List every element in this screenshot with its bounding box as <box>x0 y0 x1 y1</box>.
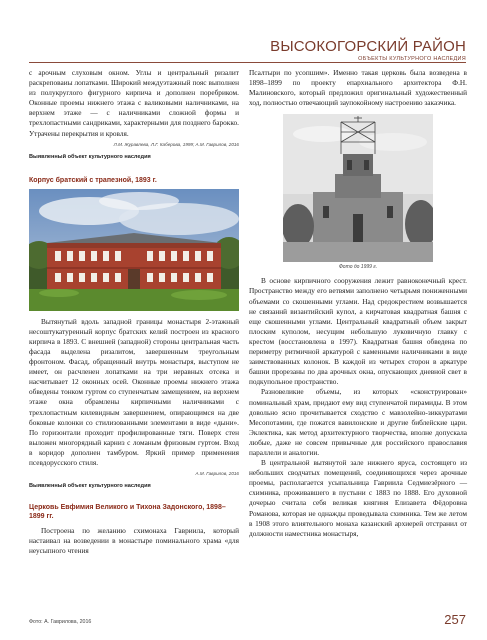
page-number: 257 <box>444 612 466 627</box>
paragraph: В центральной вытянутой зале нижнего яруса, состоящего из небольших сводчатых помещений, соединяющихся через арочные проемы, располагается усыпальница Гавриила Седмиезёрного — схимника, проживавшего в пустыни с 1883 по 1888. Его духовной дочерью считала себя великая княгиня Елизавета Фёдоровна Романова, которая не однажды проведывала схимника. Тем же летом в 1908 этого влиятельного монаха казанский архиерей отстранил от должности наместника монастыря, <box>249 458 467 538</box>
building-photo <box>29 189 239 311</box>
left-column <box>29 68 239 556</box>
running-header-title: ВЫСОКОГОРСКИЙ РАЙОН <box>270 38 466 55</box>
section-title: Корпус братский с трапезной, 1893 г. <box>29 176 157 184</box>
section-title: Церковь Евфимия Великого и Тихона Задонского, 1898–1899 гг. <box>29 504 226 521</box>
header-divider <box>29 62 466 63</box>
running-header-subtitle: ОБЪЕКТЫ КУЛЬТУРНОГО НАСЛЕДИЯ <box>358 56 466 62</box>
paragraph: В основе кирпичного сооружения лежит равноконечный крест. Пространство между его ветвями заполнено четырьмя пониженными объемами со скошенными углами. Над средокрестием возвышается не связаннй византийский купол, а кирчатовая квадратная башня с еще скошенными углами. Центральный квадратный объем закрыт плоским куполом, несущим небольшую луковичную главку с крестом (восстановлена в 1997). Квадратная башня обведена по периметру ритмичной аркатурой с каменными наличниками в виде заимствованных колонок. В каждой из четырех сторон в аркатуре башни прорезаны по два арочных окна, опускающих дневной свет в подкупольное пространство. <box>249 276 467 387</box>
heritage-status: Выявленный объект культурного наследия <box>29 153 151 160</box>
photo-credit: Фото: А. Гаврилова, 2016 <box>29 619 92 625</box>
paragraph: Вытянутый вдоль западной границы монастыря 2-этажный несоштукатуренный корпус братских келий построен из красного кирпича в 1893. С внешней (западной) стороны центральная часть фасада выделена ризалитом, завершенным треугольным фронтоном. Фасад, обращенный внутрь монастыря, выступом не имеет, он расчленен лопатками на три неравных отсека и насчитывает 12 оконных осей. Оконные проемы нижнего этажа обведены тонком гуртом со ступенчатым замещением, на верхнем этаже окна обрамлены кирпичными наличниками с трехлопастным килевидным завершением, опирающимся на две боковые колонки со стилизованными элементами в виде «дыни». По горизонтали проходит профилированные тяги. Поверх стен выложен многорядный карниз с ломаным фризовым гуртом. Вход в коридор дополнен тамбуром. Яркий пример применения псевдорусского стиля. <box>29 316 239 467</box>
paragraph: Псалтыри по усопшим». Именно такая церковь была возведена в 1898–1899 по проекту епархиального архитектора Ф.Н. Малиновского, который предложил оригинальный художественный ход, полностью отвечающий заупокойному настроению заказчика. <box>249 68 467 108</box>
church-archive-photo <box>283 114 433 262</box>
photo-caption: Фото до 1999 г. <box>338 264 378 271</box>
right-column <box>249 68 467 539</box>
heritage-status: Выявленный объект культурного наследия <box>29 483 151 490</box>
paragraph: Построена по желанию схимонаха Гавриила, который настаивал на возведении в монастыре поминального храма «для неусыпного чтения <box>29 526 239 556</box>
paragraph: с арочным слуховым окном. Углы и центральный ризалит раскреповаиы лопатками. Широкий междуэтажный пояс выполнен из полукруглого фигурного кирпича и дополнен поребриком. Оконные проемы нижнего этажа с валиковыми наличниками, на верхнем этаже — с наличниками сложной формы и трехлопастными сандриками, характерными для позднего барокко. Утрачены перекрытия и кровля. <box>29 68 239 138</box>
paragraph: Разновеликие объемы, из которых «сконструирован» поминальный храм, придают ему вид ступенчатой пирамиды. В этом довольно ясно прочитывается сходство с мавзолейно-зиккуратами Месопотамии, где пожатся вавилонские и другие библейские цари. Эклектика, как метод архитектурного творчества, вполне допускала любые, даже не совсем привычные для российского православия параллели и аналогии. <box>249 387 467 457</box>
author-caption: Л.М. Журавлева, Л.Г. Каберова, 1999; А.М. Гаврилов, 2016 <box>113 141 239 147</box>
author-caption: А.М. Гаврилов, 2016 <box>195 471 239 477</box>
